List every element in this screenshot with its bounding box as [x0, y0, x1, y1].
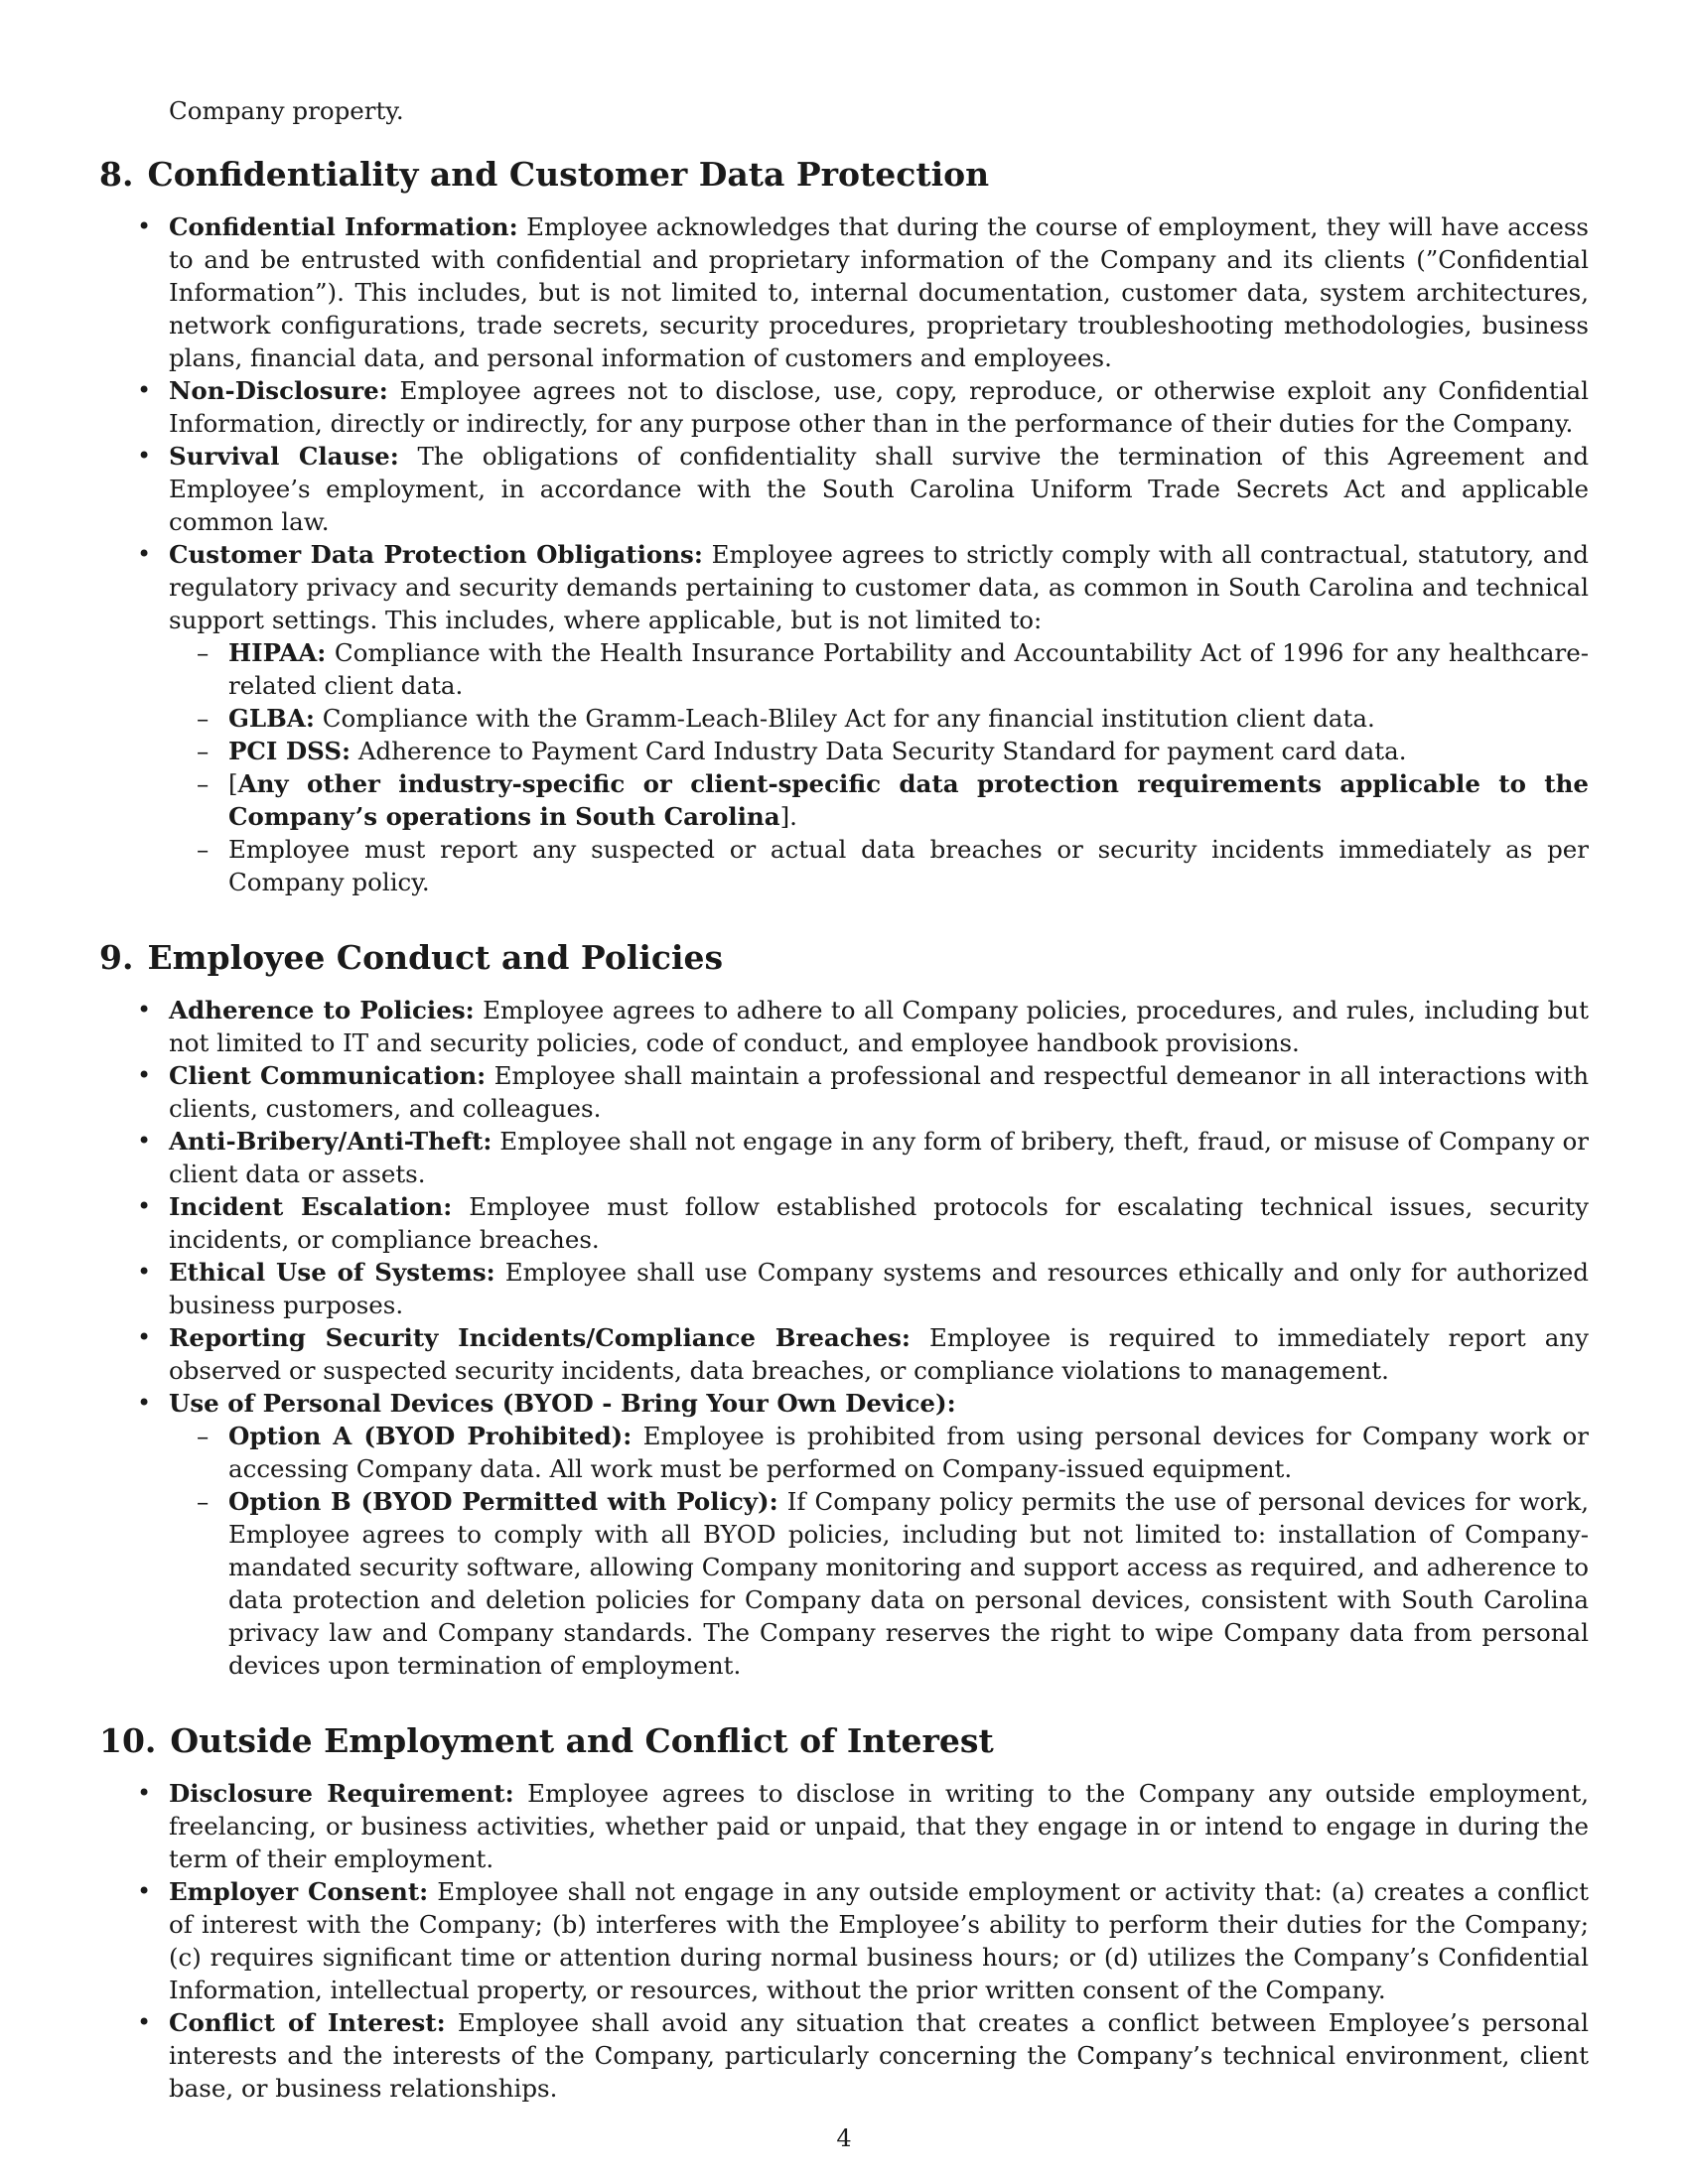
section-title: Employee Conduct and Policies	[147, 938, 724, 977]
section-title: Outside Employment and Conflict of Interest	[170, 1721, 994, 1760]
list-item	[99, 1190, 1589, 1256]
item-text: Employee is prohibited from using personal devices for Company work or accessing Company data. All work must be performed on Company-issued equipment.	[228, 1422, 1589, 1483]
item-text: Employee shall avoid any situation that creates a conflict between Employee’s personal interests and the interests of the Company, particularly concerning the Company’s technical environment, client base, or business relationships.	[169, 2008, 1589, 2103]
item-label: Option A (BYOD Prohibited):	[228, 1422, 633, 1450]
item-label: Reporting Security Incidents/Compliance Breaches:	[169, 1323, 911, 1352]
sub-list-item	[169, 735, 1589, 767]
item-label: Confidential Information:	[169, 212, 518, 241]
item-text: Employee shall not engage in any outside employment or activity that: (a) creates a conflict of interest with the Company; (b) interferes with the Employee’s ability to perform their duties for the Company; (c) requires significant time or attention during normal business hours; or (d) utilizes the Company’s Confidential Information, intellectual property, or resources, without the prior written consent of the Company.	[169, 1877, 1589, 2004]
item-text: If Company policy permits the use of personal devices for work, Employee agrees to comply with all BYOD policies, including but not limited to: installation of Company-mandated security software, allowing Company monitoring and support access as required, and adherence to data protection and deletion policies for Company data on personal devices, consistent with South Carolina privacy law and Company standards. The Company reserves the right to wipe Company data from personal devices upon termination of employment.	[228, 1487, 1589, 1680]
list-item	[99, 440, 1589, 538]
bullet-list	[99, 210, 1589, 898]
bullet-list	[99, 1777, 1589, 2105]
item-label: Adherence to Policies:	[169, 996, 475, 1024]
item-text: Employee shall maintain a professional and respectful demeanor in all interactions with clients, customers, and colleagues.	[169, 1061, 1589, 1123]
item-label: PCI DSS:	[228, 737, 352, 765]
list-item	[99, 1777, 1589, 1875]
item-label: Conflict of Interest:	[169, 2008, 446, 2037]
item-label: Survival Clause:	[169, 442, 399, 471]
item-label: HIPAA:	[228, 638, 327, 667]
section-number: 10.	[99, 1721, 157, 1760]
item-label: Incident Escalation:	[169, 1192, 453, 1221]
item-text: Compliance with the Gramm-Leach-Bliley Act for any financial institution client data.	[314, 704, 1375, 733]
sub-list	[169, 636, 1589, 898]
item-text: The obligations of confidentiality shall survive the termination of this Agreement and Employee’s employment, in accordance with the South Carolina Uniform Trade Secrets Act and applicable common law.	[169, 442, 1589, 536]
list-item	[99, 1125, 1589, 1190]
item-text: Employee agrees to disclose in writing to the Company any outside employment, freelancing, or business activities, whether paid or unpaid, that they engage in or intend to engage in during the term of their employment.	[169, 1779, 1589, 1873]
sub-list-item	[169, 767, 1589, 833]
list-item	[99, 1256, 1589, 1321]
sub-list-item	[169, 1420, 1589, 1485]
item-text: Employee agrees not to disclose, use, copy, reproduce, or otherwise exploit any Confidential Information, directly or indirectly, for any purpose other than in the performance of their duties for the Company.	[169, 376, 1589, 438]
continued-paragraph: Company property.	[169, 96, 404, 125]
item-text: Employee agrees to adhere to all Company policies, procedures, and rules, including but not limited to IT and security policies, code of conduct, and employee handbook provisions.	[169, 996, 1589, 1057]
item-label: Anti-Bribery/Anti-Theft:	[169, 1127, 492, 1156]
item-text: Adherence to Payment Card Industry Data Security Standard for payment card data.	[351, 737, 1407, 765]
item-label: Employer Consent:	[169, 1877, 429, 1906]
item-label: Disclosure Requirement:	[169, 1779, 514, 1808]
item-text: Employee acknowledges that during the course of employment, they will have access to and be entrusted with confidential and proprietary information of the Company and its clients (”Confidential Information”). This includes, but is not limited to, internal documentation, customer data, system architectures, network configurations, trade secrets, security procedures, proprietary troubleshooting methodologies, business plans, financial data, and personal information of customers and employees.	[169, 212, 1590, 372]
sub-list-item	[169, 833, 1589, 898]
sub-list-item	[169, 702, 1589, 735]
item-text: Employee shall use Company systems and resources ethically and only for authorized business purposes.	[169, 1258, 1589, 1319]
section-title: Confidentiality and Customer Data Protection	[147, 155, 990, 194]
item-label: Customer Data Protection Obligations:	[169, 540, 703, 569]
item-text: Compliance with the Health Insurance Portability and Accountability Act of 1996 for any healthcare-related client data.	[228, 638, 1589, 700]
list-item	[99, 374, 1589, 440]
section-10	[99, 1721, 1589, 2105]
list-item	[99, 210, 1589, 374]
list-item	[99, 1875, 1589, 2006]
item-label: Option B (BYOD Permitted with Policy):	[228, 1487, 778, 1516]
item-label: Non-Disclosure:	[169, 376, 388, 405]
bullet-list	[99, 994, 1589, 1682]
item-text: Employee is required to immediately report any observed or suspected security incidents, data breaches, or compliance violations to management.	[169, 1323, 1589, 1385]
list-item	[99, 538, 1589, 898]
section-8	[99, 155, 1589, 898]
sub-list-item	[169, 1485, 1589, 1682]
section-number: 9.	[99, 938, 134, 977]
item-label: Ethical Use of Systems:	[169, 1258, 495, 1287]
list-item	[99, 2006, 1589, 2105]
section-heading	[99, 155, 1589, 195]
bracket-open: [	[228, 769, 238, 798]
sub-list-item	[169, 636, 1589, 702]
item-text: Employee agrees to strictly comply with all contractual, statutory, and regulatory privacy and security demands pertaining to customer data, as common in South Carolina and technical support settings. This includes, where applicable, but is not limited to:	[169, 540, 1589, 634]
item-label: GLBA:	[228, 704, 315, 733]
section-heading	[99, 1721, 1589, 1761]
item-text: Employee must follow established protocols for escalating technical issues, security incidents, or compliance breaches.	[169, 1192, 1589, 1254]
list-item	[99, 994, 1589, 1059]
item-label: Client Communication:	[169, 1061, 487, 1090]
page-number: 4	[836, 2124, 852, 2152]
list-item	[99, 1387, 1589, 1682]
document-page	[99, 94, 1589, 2105]
item-label: Any other industry-specific or client-specific data protection requirements applicable to the Company’s operations in South Carolina	[228, 769, 1589, 831]
section-9	[99, 938, 1589, 1682]
item-label: Use of Personal Devices (BYOD - Bring Your Own Device):	[169, 1389, 956, 1418]
list-item	[99, 1059, 1589, 1125]
section-heading	[99, 938, 1589, 978]
sub-list	[169, 1420, 1589, 1682]
bracket-close: ].	[779, 802, 797, 831]
list-item	[99, 1321, 1589, 1387]
item-text: Employee must report any suspected or actual data breaches or security incidents immediately as per Company policy.	[228, 835, 1589, 896]
section-number: 8.	[99, 155, 134, 194]
item-text: Employee shall not engage in any form of bribery, theft, fraud, or misuse of Company or client data or assets.	[169, 1127, 1589, 1188]
